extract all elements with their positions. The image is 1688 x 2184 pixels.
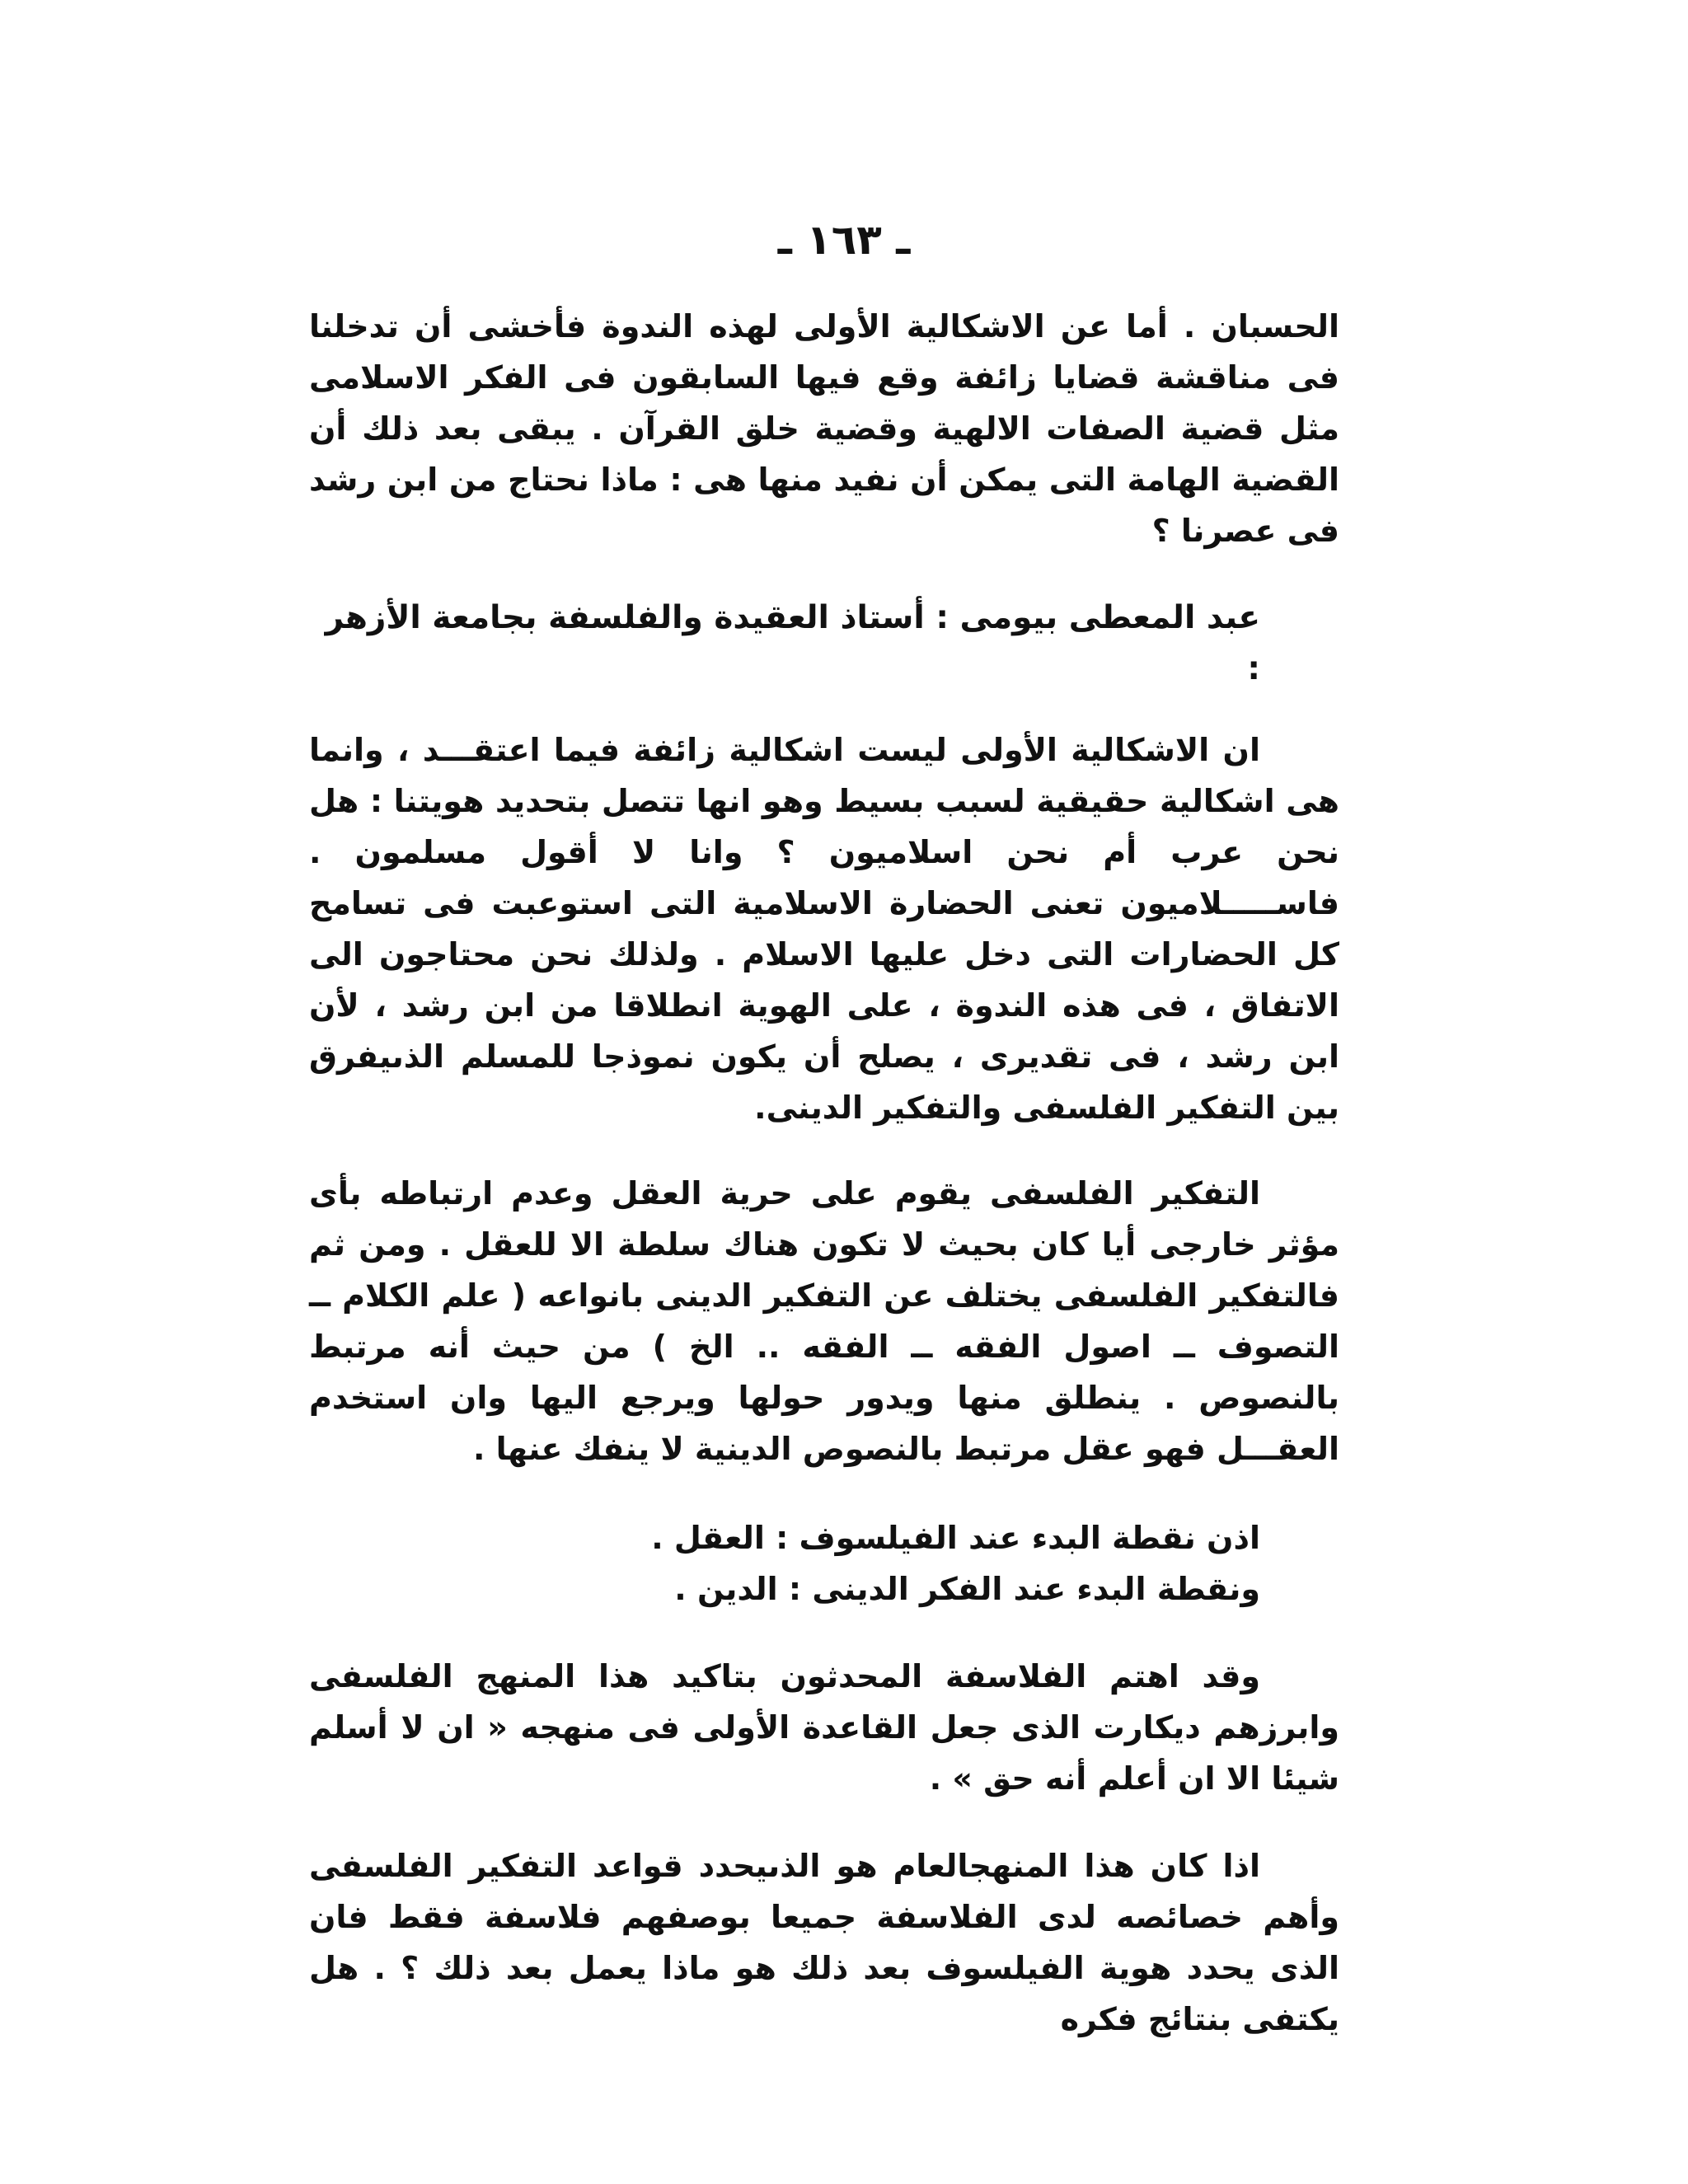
statement-philosopher: اذن نقطة البدء عند الفيلسوف : العقل . [651, 1520, 1260, 1556]
starting-points [309, 1512, 1339, 1615]
paragraph-1: الحسبان . أما عن الاشكالية الأولى لهذه الندوة فأخشى أن تدخلنا فى مناقشة قضايا زائفة وقع فيها السابقون فى الفكر الاسلامى مثل قضية الصفات الالهية وقضية خلق القرآن . يبقى بعد ذلك أن القضية الهامة التى يمكن أن نفيد منها هى : ماذا نحتاج من ابن رشد فى عصرنا ؟ [309, 308, 1339, 549]
paragraph-2: ان الاشكالية الأولى ليست اشكالية زائفة فيما اعتقـــد ، وانما هى اشكالية حقيقية لسبب بسيط وهو انها تتصل بتحديد هويتنا : هل نحن عرب أم نحن اسلاميون ؟ وانا لا أقول مسلمون . فاســـــلاميون تعنى الحضارة الاسلامية التى استوعبت فى تسامح كل الحضارات التى دخل عليها الاسلام . ولذلك نحن محتاجون الى الاتفاق ، فى هذه الندوة ، على الهوية انطلاقا من ابن رشد ، لأن ابن رشد ، فى تقديرى ، يصلح أن يكون نموذجا للمسلم الذىيفرق بين التفكير الفلسفى والتفكير الدينى. [309, 732, 1339, 1126]
paragraph-5: اذا كان هذا المنهجالعام هو الذىيحدد قواعد التفكير الفلسفى وأهم خصائصه لدى الفلاسفة جميعا بوصفهم فلاسفة فقط فان الذى يحدد هوية الفيلسوف بعد ذلك هو ماذا يعمل بعد ذلك ؟ . هل يكتفى بنتائج فكره [309, 1848, 1339, 2037]
statement-religious-thought: ونقطة البدء عند الفكر الدينى : الدين . [674, 1571, 1260, 1607]
paragraph-3: التفكير الفلسفى يقوم على حرية العقل وعدم ارتباطه بأى مؤثر خارجى أيا كان بحيث لا تكون هناك سلطة الا للعقل . ومن ثم فالتفكير الفلسفى يختلف عن التفكير الدينى بانواعه ( علم الكلام ــ التصوف ــ اصول الفقه ــ الفقه .. الخ ) من حيث أنه مرتبط بالنصوص . ينطلق منها ويدور حولها ويرجع اليها وان استخدم العقـــل فهو عقل مرتبط بالنصوص الدينية لا ينفك عنها . [309, 1175, 1339, 1467]
page-number: ـ ١٦٣ ـ [777, 216, 911, 264]
page-body [309, 301, 1339, 2045]
paragraph-4: وقد اهتم الفلاسفة المحدثون بتاكيد هذا المنهج الفلسفى وابرزهم ديكارت الذى جعل القاعدة الأولى فى منهجه « ان لا أسلم شيئا الا ان أعلم أنه حق » . [309, 1658, 1339, 1797]
speaker-heading: عبد المعطى بيومى : أستاذ العقيدة والفلسفة بجامعة الأزهر : [325, 599, 1260, 687]
